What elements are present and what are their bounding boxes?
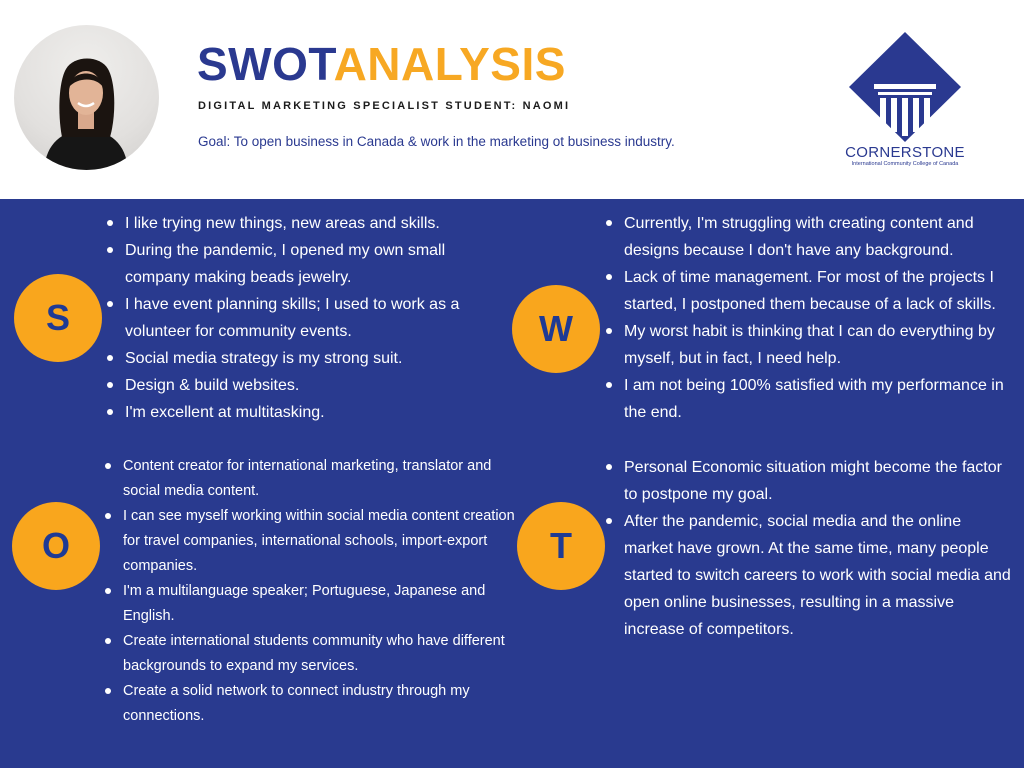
list-item: I can see myself working within social media content creation for travel companies, international schools, import-export companies. xyxy=(101,504,521,579)
title-analysis: ANALYSIS xyxy=(333,38,566,90)
weaknesses-badge: W xyxy=(512,285,600,373)
list-item: I like trying new things, new areas and skills. xyxy=(103,210,483,237)
list-item: Content creator for international marketing, translator and social media content. xyxy=(101,454,521,504)
swot-panel xyxy=(0,199,1024,768)
cornerstone-logo xyxy=(840,30,970,170)
list-item: Create a solid network to connect industry through my connections. xyxy=(101,679,521,729)
list-item: I have event planning skills; I used to work as a volunteer for community events. xyxy=(103,291,483,345)
logo-tagline: International Community College of Canada xyxy=(851,161,959,167)
profile-photo xyxy=(14,25,159,170)
list-item: My worst habit is thinking that I can do everything by myself, but in fact, I need help. xyxy=(602,318,1012,372)
list-item: I'm excellent at multitasking. xyxy=(103,399,483,426)
title-swot: SWOT xyxy=(197,38,334,90)
page-title xyxy=(197,38,566,90)
logo-wordmark: CORNERSTONE xyxy=(845,144,965,161)
list-item: Create international students community who have different backgrounds to expand my services. xyxy=(101,629,521,679)
threats-list xyxy=(602,454,1012,643)
opportunities-badge: O xyxy=(12,502,100,590)
person-silhouette-icon xyxy=(14,25,159,170)
list-item: After the pandemic, social media and the online market have grown. At the same time, many people started to switch careers to work with social media and open online businesses, resulting in a massive increase of competitors. xyxy=(602,508,1012,643)
threats-badge: T xyxy=(517,502,605,590)
list-item: Lack of time management. For most of the projects I started, I postponed them because of a lack of skills. xyxy=(602,264,1012,318)
subtitle: DIGITAL MARKETING SPECIALIST STUDENT: NAOMI xyxy=(198,100,571,112)
weaknesses-list xyxy=(602,210,1012,426)
opportunities-list xyxy=(101,454,521,729)
diamond-pillar-icon xyxy=(840,30,970,142)
header xyxy=(0,0,1024,199)
strengths-list xyxy=(103,210,483,426)
list-item: I'm a multilanguage speaker; Portuguese, Japanese and English. xyxy=(101,579,521,629)
list-item: During the pandemic, I opened my own small company making beads jewelry. xyxy=(103,237,483,291)
list-item: Design & build websites. xyxy=(103,372,483,399)
list-item: Social media strategy is my strong suit. xyxy=(103,345,483,372)
strengths-badge: S xyxy=(14,274,102,362)
goal-statement: Goal: To open business in Canada & work in the marketing ot business industry. xyxy=(198,134,675,149)
list-item: Personal Economic situation might become the factor to postpone my goal. xyxy=(602,454,1012,508)
list-item: Currently, I'm struggling with creating content and designs because I don't have any background. xyxy=(602,210,1012,264)
list-item: I am not being 100% satisfied with my performance in the end. xyxy=(602,372,1012,426)
